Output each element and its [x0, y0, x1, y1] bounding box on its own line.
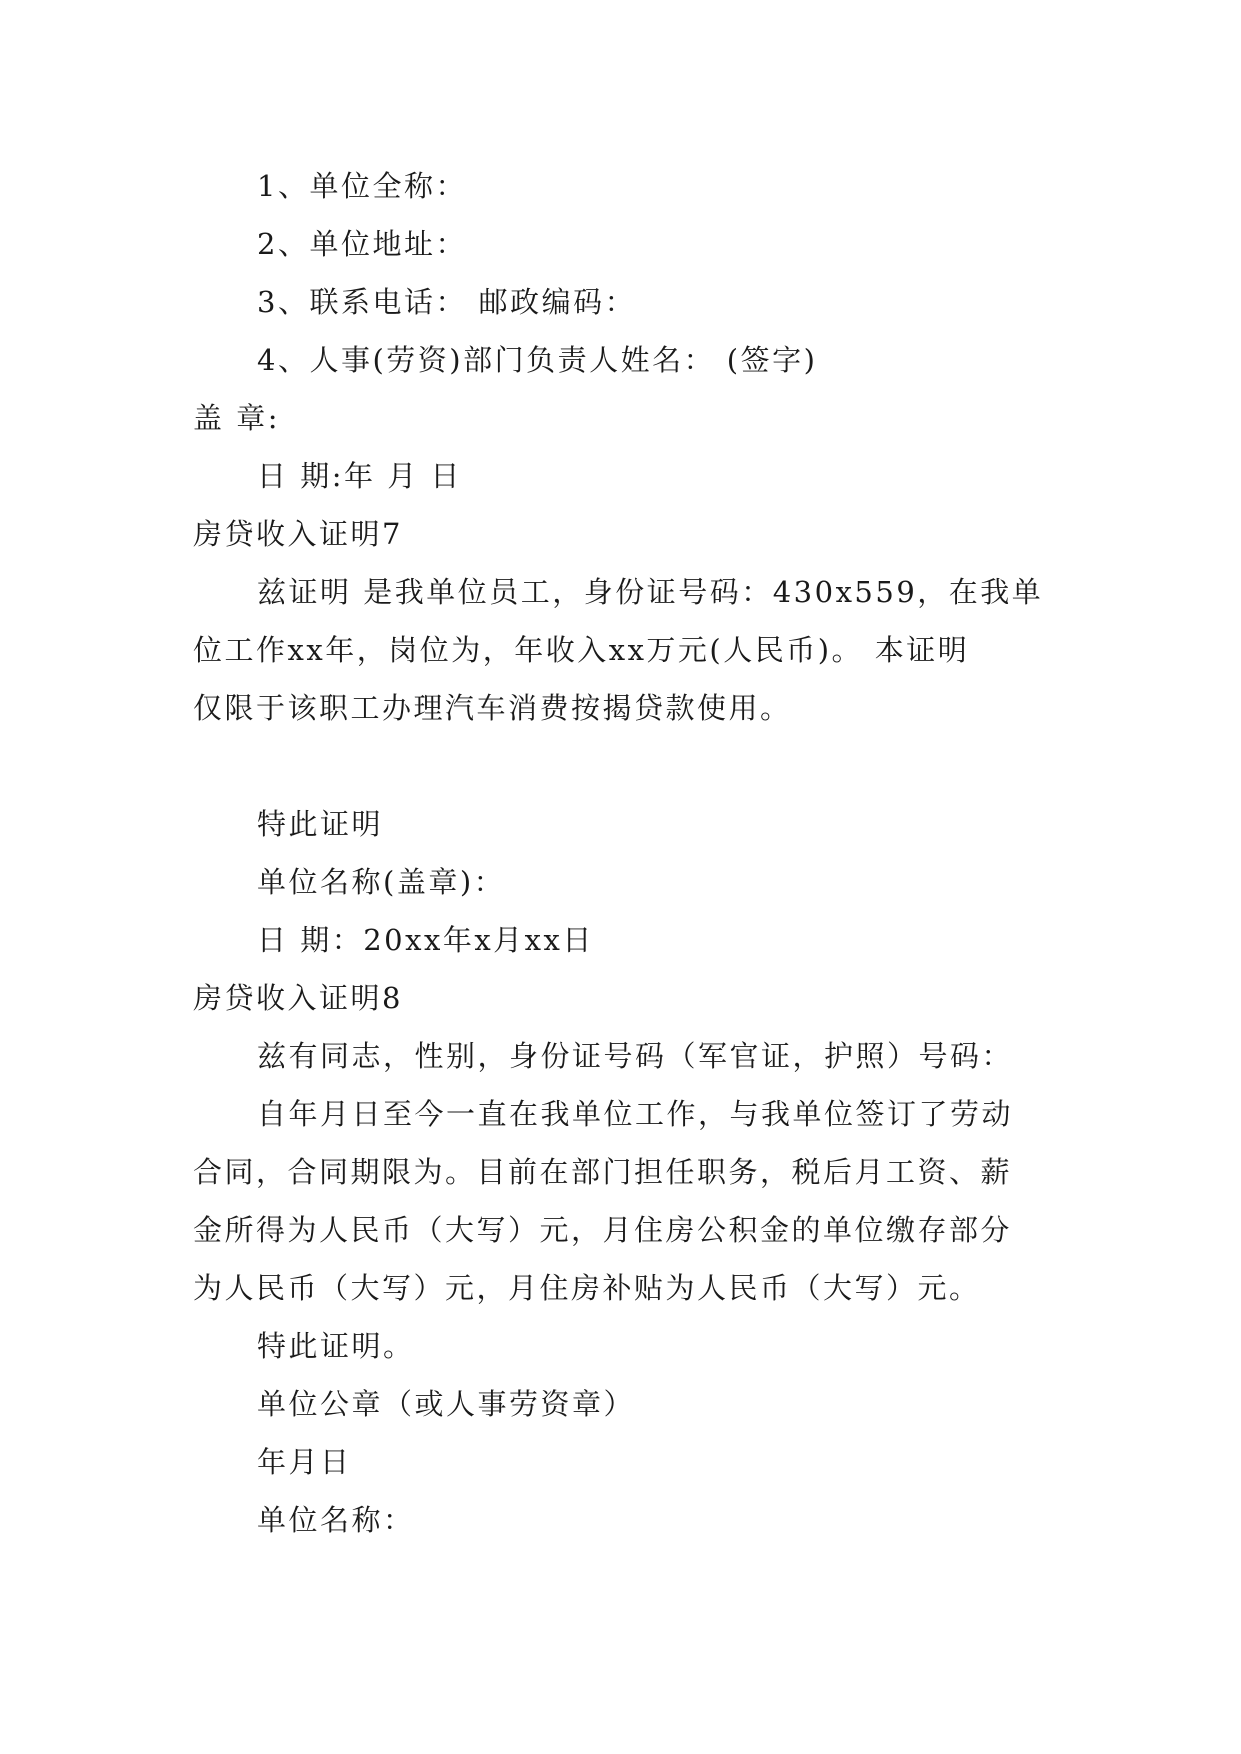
section-heading-8: 房贷收入证明8 — [193, 981, 403, 1015]
field-seal: 盖 章: — [193, 401, 280, 435]
paragraph-line: 自年月日至今一直在我单位工作，与我单位签订了劳动 — [257, 1097, 1014, 1131]
section-heading-7: 房贷收入证明7 — [193, 517, 403, 551]
paragraph-line: 兹证明 是我单位员工，身份证号码：430x559，在我单 — [257, 575, 1044, 609]
paragraph-line: 兹有同志，性别，身份证号码（军官证，护照）号码： — [257, 1039, 1014, 1073]
field-date: 日 期:年 月 日 — [257, 459, 462, 493]
certify-text: 特此证明。 — [257, 1329, 415, 1363]
field-unit-name-seal: 单位名称(盖章)： — [257, 865, 506, 899]
field-unit-seal: 单位公章（或人事劳资章） — [257, 1387, 636, 1421]
field-hr-manager-name: 4、人事(劳资)部门负责人姓名： (签字) — [257, 343, 818, 377]
field-contact-phone: 3、联系电话： 邮政编码： — [257, 285, 637, 319]
certify-text: 特此证明 — [257, 807, 384, 841]
paragraph-line: 金所得为人民币（大写）元，月住房公积金的单位缴存部分 — [193, 1213, 1013, 1247]
field-unit-full-name: 1、单位全称： — [257, 169, 467, 203]
field-date: 年月日 — [257, 1445, 352, 1479]
field-date: 日 期：20xx年x月xx日 — [257, 923, 594, 957]
paragraph-line: 位工作xx年，岗位为，年收入xx万元(人民币)。 本证明 — [193, 633, 970, 667]
paragraph-line: 仅限于该职工办理汽车消费按揭贷款使用。 — [193, 691, 792, 725]
paragraph-line: 为人民币（大写）元，月住房补贴为人民币（大写）元。 — [193, 1271, 981, 1305]
field-unit-address: 2、单位地址： — [257, 227, 467, 261]
paragraph-line: 合同，合同期限为。目前在部门担任职务，税后月工资、薪 — [193, 1155, 1013, 1189]
field-unit-name: 单位名称： — [257, 1503, 415, 1537]
